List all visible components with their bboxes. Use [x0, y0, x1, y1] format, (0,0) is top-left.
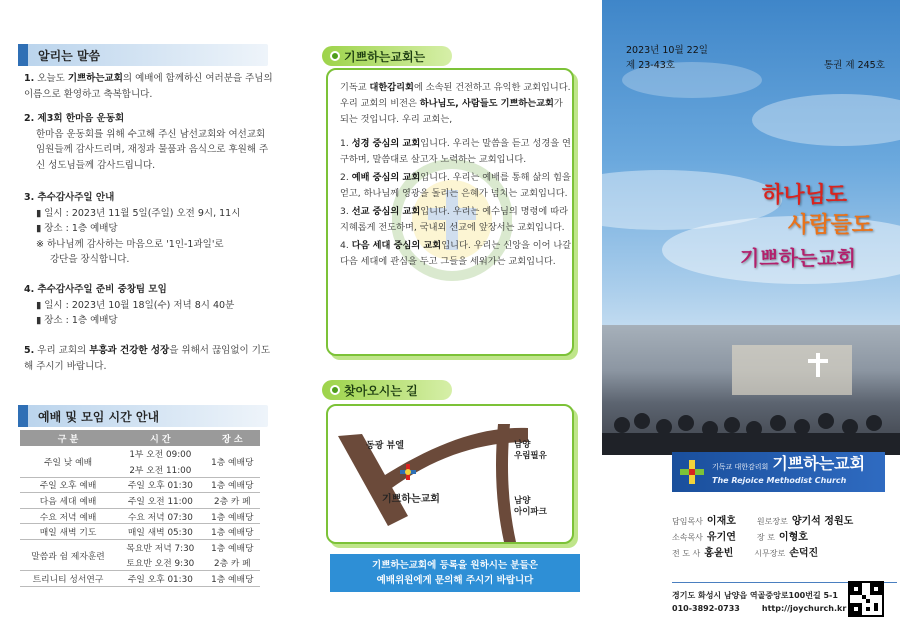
list-item: 4. 다음 세대 중심의 교회입니다. 우리는 신앙을 이어 나갈 다음 세대에 관심을 두고 그들을 세워가는 교회입니다.	[340, 240, 572, 267]
intro-list	[340, 136, 572, 270]
logo-english: The Rejoice Methodist Church	[712, 476, 847, 485]
bulletin-volume: 제 23-43호	[626, 60, 675, 71]
table-row	[20, 524, 260, 540]
schedule-cell: 주일 오후 예배	[20, 477, 116, 493]
schedule-cell: 2부 오전 11:00	[116, 462, 205, 478]
left-panel	[0, 0, 300, 636]
schedule-cell: 수요 저녁 07:30	[116, 508, 205, 524]
slogan-line-2: 사람들도	[788, 212, 874, 238]
notice-4-line: ▮ 장소 : 1층 예배당	[36, 315, 118, 326]
map-label-apt2: 남양 아이파크	[514, 496, 547, 517]
schedule-cell: 주일 오후 01:30	[116, 571, 205, 587]
notice-1-post: 의 예배에 함께하신 여러분을 주님의 이름으로 환영하고 축복합니다.	[24, 73, 273, 100]
schedule-cell: 주일 오후 01:30	[116, 477, 205, 493]
logo-denomination: 기독교 대한감리회	[712, 463, 769, 471]
logo-name: 기쁘하는교회	[772, 454, 866, 473]
intro-header	[322, 46, 452, 66]
map-label-apt1: 남양 우림필유	[514, 440, 547, 461]
schedule-header	[18, 405, 268, 427]
notice-2: 2. 제3회 한마음 운동회 한마음 운동회를 위해 수고해 주신 남선교회와 여선교회 임원들께 감사드리며, 재정과 물품과 음식으로 후원해 주신 성도님들께 감사드립니다.	[24, 111, 274, 173]
table-row	[20, 540, 260, 556]
list-item: 1. 성경 중심의 교회입니다. 우리는 말씀을 듣고 성경을 연구하며, 말씀대로 살고자 노력하는 교회입니다.	[340, 138, 571, 165]
church-emblem-icon	[678, 458, 706, 486]
table-row	[20, 446, 260, 462]
list-item: 2. 예배 중심의 교회입니다. 우리는 예배를 통해 삶의 힘을 얻고, 하나님께 영광을 돌리는 은혜가 넘치는 교회입니다.	[340, 172, 571, 199]
map-label-apartment: 동광 뷰엘	[366, 441, 404, 451]
notice-2-title: 제3회 한마음 운동회	[37, 113, 125, 124]
notice-1-pre: 오늘도	[37, 73, 68, 84]
schedule-cell: 수요 저녁 예배	[20, 508, 116, 524]
map-header	[322, 380, 452, 400]
intro-text: 기독교 대한감리회에 소속된 건전하고 유익한 교회입니다. 우리 교회의 비전은 하나님도, 사람들도 기쁘하는교회가 되는 것입니다. 우리 교회는, 1. 성경 중심의 교회입니다. 우리는 말씀을 듣고 성경을 연구하며, 말씀대로 살고자 노력하는 교회입니다. 2. 예배 중심의 교회입니다. 우리는 예배를 통해 삶의 힘을 얻고, 하나님께 영광을 돌리는 은혜가 넘치는 교회입니다. 3. 선교 중심의 교회입니다. 우리는 예수님의 명령에 따라 지혜롭게 전도하며, 국내외 선교에 앞장서는 교회입니다. 4. 다음 세대 중심의 교회입니다. 우리는 신앙을 이어 나갈 다음 세대에 관심을 두고 그들을 세워가는 교회입니다.	[340, 80, 572, 272]
schedule-cell: 말씀과 쉼 제자훈련	[20, 540, 116, 571]
cover-panel	[602, 0, 900, 636]
schedule-col-header: 시 간	[116, 430, 205, 446]
schedule-title: 예배 및 모임 시간 안내	[38, 409, 160, 424]
schedule-cell: 주일 오전 11:00	[116, 493, 205, 509]
notice-3-line: ▮ 일시 : 2023년 11월 5일(주일) 오전 9시, 11시	[36, 207, 241, 219]
website-link[interactable]: http://joychurch.kr	[761, 604, 847, 613]
notice-5-bold: 부흥과 건강한 성장	[89, 345, 170, 356]
bulletin-issue: 통권 제 245호	[824, 60, 885, 71]
table-row	[20, 477, 260, 493]
bulletin-date: 2023년 10월 22일	[626, 45, 708, 56]
schedule-cell: 매일 새벽 기도	[20, 524, 116, 540]
table-row	[20, 493, 260, 509]
map-title: 찾아오시는 길	[344, 383, 418, 398]
map-label-church: 기쁘하는교회	[382, 494, 440, 505]
notice-4-title: 추수감사주일 준비 중창팀 모임	[37, 284, 167, 295]
bullet-icon	[330, 51, 340, 61]
staff-row: 담임목사 이재호 원로장로 양기석 정원도	[672, 516, 854, 527]
schedule-cell: 1층 예배당	[205, 571, 260, 587]
notice-3-line: ※ 하나님께 감사하는 마음으로 '1인-1과일'로	[36, 238, 224, 250]
notice-4-line: ▮ 일시 : 2023년 10월 18일(수) 저녁 8시 40분	[36, 299, 235, 311]
notice-title: 알리는 말씀	[38, 48, 101, 63]
staff-row: 전 도 사 홍윤빈 시무장로 손덕진	[672, 548, 819, 559]
bullet-icon	[330, 385, 340, 395]
intro-title: 기쁘하는교회는	[344, 49, 426, 64]
table-row	[20, 571, 260, 587]
schedule-cell: 2층 카 페	[205, 493, 260, 509]
notice-5: 5. 우리 교회의 부흥과 건강한 성장을 위해서 끊임없이 기도해 주시기 바랍니다.	[24, 345, 271, 372]
schedule-cell: 1층 예배당	[205, 477, 260, 493]
schedule-cell: 1층 예배당	[211, 544, 254, 555]
qr-code-icon[interactable]	[848, 581, 884, 617]
church-logo-banner	[672, 452, 885, 492]
notice-2-body: 한마음 운동회를 위해 수고해 주신 남선교회와 여선교회 임원들께 감사드리며, 재정과 물품과 음식으로 후원해 주신 성도님들께 감사드립니다.	[36, 128, 269, 171]
bulletin-date-block	[626, 43, 708, 73]
slogan-line-1: 하나님도	[762, 182, 848, 208]
schedule-cell: 2층 카 페	[205, 555, 260, 571]
schedule-cell: 1층 예배당	[205, 524, 260, 540]
schedule-cell: 1부 오전 09:00	[129, 450, 192, 461]
slogan-line-3: 기쁘하는교회	[740, 246, 856, 270]
schedule-cell: 매일 새벽 05:30	[116, 524, 205, 540]
schedule-col-header: 장 소	[205, 430, 260, 446]
schedule-cell: 주일 낮 예배	[20, 446, 116, 477]
registration-banner	[330, 554, 580, 592]
schedule-cell: 다음 세대 예배	[20, 493, 116, 509]
table-row	[20, 508, 260, 524]
notice-1-church: 기쁘하는교회	[67, 73, 123, 84]
phone: 010-3892-0733	[672, 604, 740, 613]
list-item: 3. 선교 중심의 교회입니다. 우리는 예수님의 명령에 따라 지혜롭게 전도하며, 국내외 선교에 앞장서는 교회입니다.	[340, 206, 568, 233]
schedule-cell: 트리니티 성서연구	[20, 571, 116, 587]
schedule-table	[20, 430, 260, 587]
intro-denomination: 대한감리회	[369, 82, 414, 93]
staff-row: 소속목사 유기연 장 로 이형호	[672, 532, 808, 543]
registration-line-2: 예배위원에게 문의해 주시기 바랍니다	[376, 575, 534, 586]
notice-3: 3. 추수감사주일 안내 ▮ 일시 : 2023년 11월 5일(주일) 오전 9시, 11시 ▮ 장소 : 1층 예배당 ※ 하나님께 감사하는 마음으로 '1인-1과일'로 강단을 장식합니다.	[24, 190, 274, 268]
notice-1: 1. 오늘도 기쁘하는교회의 예배에 함께하신 여러분을 주님의 이름으로 환영하고 축복합니다.	[24, 73, 273, 100]
notice-3-title: 추수감사주일 안내	[37, 192, 115, 203]
notice-3-line: 강단을 장식합니다.	[50, 254, 130, 265]
notice-3-line: ▮ 장소 : 1층 예배당	[36, 223, 118, 234]
map-drawing	[328, 406, 572, 542]
schedule-cell: 토요반 오전 9:30	[116, 555, 205, 571]
notice-4: 4. 추수감사주일 준비 중창팀 모임 ▮ 일시 : 2023년 10월 18일(수) 저녁 8시 40분 ▮ 장소 : 1층 예배당	[24, 282, 274, 329]
schedule-cell: 1층 예배당	[205, 446, 260, 477]
schedule-cell: 1층 예배당	[205, 508, 260, 524]
map-box	[326, 404, 574, 544]
schedule-cell: 목요반 저녁 7:30	[126, 544, 195, 555]
intro-vision: 하나님도, 사람들도 기쁘하는교회	[419, 98, 554, 109]
address: 경기도 화성시 남양읍 역골중앙로100번길 5-1	[672, 591, 838, 600]
notice-header	[18, 44, 268, 66]
congregation-illustration	[602, 325, 900, 455]
schedule-col-header: 구 분	[20, 430, 116, 446]
church-interior-photo	[602, 325, 900, 455]
registration-line-1: 기쁘하는교회에 등록을 원하시는 분들은	[372, 560, 538, 571]
staff-list	[672, 514, 887, 562]
